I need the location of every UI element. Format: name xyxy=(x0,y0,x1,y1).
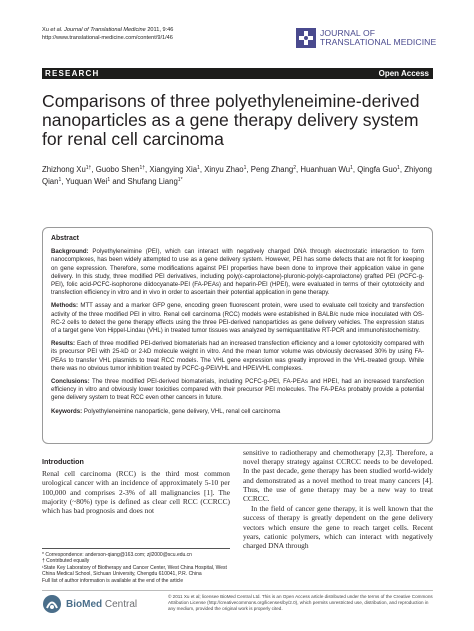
abstract-heading: Abstract xyxy=(51,235,79,242)
introduction-paragraph: Renal cell carcinoma (RCC) is the third most common urological cancer with an incidence of approximately 5-10 per 100,000 and comprises 2-3% of all malignancies [1]. The majority (~80%) type is defined as clear cell RCC (CCRCC) which has bad prognosis and does not xyxy=(42,469,230,516)
body-paragraph: sensitive to radiotherapy and chemotherapy [2,3]. Therefore, a novel therapy strategy against CCRCC needs to be developed. In the past decade, gene therapy has been studied world-widely and demonstrated as a novel method to treat many cancers [4]. Thus, the use of gene therapy may be a new way to treat CCRCC. xyxy=(243,448,433,504)
author-name[interactable]: Xiangying Xia xyxy=(149,165,198,174)
journal-logo[interactable] xyxy=(296,28,436,48)
author-name[interactable]: Peng Zhang xyxy=(250,165,294,174)
article-title: Comparisons of three polyethyleneimine-derived nanoparticles as a gene therapy delivery system for renal cell carcinoma xyxy=(42,91,420,149)
abstract-box xyxy=(42,227,433,444)
author-name[interactable]: Zhizhong Xu xyxy=(42,165,86,174)
abstract-results: Results: Each of three modified PEI-derived biomaterials had an increased transfection efficiency and a lower cytotoxicity compared with its precursor PEI with 25-kD or 2-kD molecule weight in vitro. And the mean tumor volume was obviously decreased 30% by using FA-PEAs to transfer VHL plasmids to treat RCC models. The VHL gene expression was greatly improved in the VHL-treated group. While there was no obvious tumor inhibition treated by PCFC-g-PEI/VHL and HPEI/VHL complexes. xyxy=(51,340,424,372)
author-info-note: Full list of author information is available at the end of the article xyxy=(42,577,184,584)
biomed-central-logo[interactable] xyxy=(42,594,137,614)
citation-header xyxy=(42,27,173,42)
author-name[interactable]: Xinyu Zhao xyxy=(204,165,244,174)
biomed-central-icon xyxy=(42,594,62,614)
author-name[interactable]: Zhiyong Qian xyxy=(42,165,432,186)
affiliation-note: ¹State Key Laboratory of Biotherapy and Cancer Center, West China Hospital, West China Medical School, Sichuan University, Chengdu 610041, P.R. China xyxy=(42,564,227,578)
correspondence-note[interactable]: * Correspondence: anderson-qiang@163.com; zjl2000@scu.edu.cn xyxy=(42,552,192,558)
author-affiliation-marker: 1 xyxy=(58,177,62,183)
body-right-column xyxy=(243,448,433,550)
author-name[interactable]: Yuquan Wei xyxy=(65,177,108,186)
body-left-column xyxy=(42,457,230,515)
citation-line-1: Xu et al. Journal of Translational Medicine 2011, 9:46 xyxy=(42,27,174,33)
abstract-conclusions: Conclusions: The three modified PEI-derived biomaterials, including PCFC-g-PEI, FA-PEAs and HPEI, had an increased transfection efficiency in vitro and obviously lower toxicities compared with their precursor PEI molecules. The FA-PEAs probably provide a potential gene delivery system to treat RCC even other cancers in future. xyxy=(51,378,424,402)
footnotes xyxy=(42,548,230,584)
journal-name: JOURNAL OF TRANSLATIONAL MEDICINE xyxy=(320,28,437,47)
abstract-background: Background: Polyethyleneimine (PEI), which can interact with negatively charged DNA through electrostatic interaction to form nanocomplexes, has been widely attempted to use as a gene delivery system. However, PEI has some defects that are not fit for keeping on gene expression. Therefore, some modifications against PEI properties have been done to improve their application value in gene delivery. In this study, three modified PEI derivatives, including poly(ε-caprolactone)-pluronic-poly(ε-caprolactone) grafted PEI (PCFC-g-PEI), folic acid-PCFC-isophorone diidocyanate-PEI (FA-PEAs) and heparin-PEI (HPEI), were evaluated in terms of their cytotoxicity and transfection efficiency in vitro and in vivo in order to ascertain their potential application in gene therapy. xyxy=(51,248,424,297)
biomed-central-wordmark: BioMed Central xyxy=(66,598,138,610)
author-affiliation-marker: 1 xyxy=(197,165,200,171)
author-name[interactable]: Huanhuan Wu xyxy=(300,165,351,174)
author-affiliation-marker: 2 xyxy=(293,165,297,171)
author-affiliation-marker: 1 xyxy=(397,165,400,171)
abstract-keywords: Keywords: Polyethyleneimine nanoparticle, gene delivery, VHL, renal cell carcinoma xyxy=(51,407,281,415)
author-affiliation-marker: 1 xyxy=(243,165,247,171)
author-affiliation-marker: 1 xyxy=(350,165,353,171)
author-name[interactable]: Shufang Liang xyxy=(127,177,178,186)
author-affiliation-marker: 1* xyxy=(177,177,183,183)
equal-contribution-note: † Contributed equally xyxy=(42,558,90,565)
author-name[interactable]: Qingfa Guo xyxy=(357,165,398,174)
author-name[interactable]: Guobo Shen xyxy=(95,165,140,174)
article-url[interactable]: http://www.translational-medicine.com/content/9/1/46 xyxy=(42,34,173,41)
author-affiliation-marker: 1† xyxy=(85,165,92,171)
article-type-bar xyxy=(42,68,433,79)
author-affiliation-marker: 1 xyxy=(107,177,111,183)
article-type-label: RESEARCH xyxy=(45,69,100,78)
body-paragraph: In the field of cancer gene therapy, it is well known that the success of therapy is greatly dependent on the gene delivery vectors which ensure the gene to reach target cells. Recent years, cationic polymers, which can interact with negatively charged DNA through xyxy=(243,504,433,551)
author-affiliation-marker: 1† xyxy=(139,165,146,171)
footer-divider xyxy=(42,590,433,591)
open-access-label: Open Access xyxy=(378,69,429,78)
abstract-methods: Methods: MTT assay and a marker GFP gene, encoding green fluorescent protein, were used to evaluate cell toxicity and transfection activity of the three modified PEI in vitro. Renal cell carcinoma (RCC) models were established in BALB/c nude mice inoculated with OS-RC-2 cells to detect the gene therapy effects using the three PEI-derived nanoparticles as gene delivery vehicles. The expression status of a target gene Von Hippel-Lindau (VHL) in treated tumor tissues was analyzed by semiquantitative RT-PCR and immunohistochemistry. xyxy=(51,302,424,335)
journal-badge-icon xyxy=(296,28,316,48)
author-list: Zhizhong $Xu^{1\dagger}$, Guobo Shen$^{1\dagger}$, Xiangying Xia$^1$, Xinyu Zhao$^1$, Peng Zhang$^2$, Huanhuan Wu$^1$, Qingfa Guo$^1$, Zhiyong Qian$^1$, Yuquan Wei$^1$ and Shufang Liang$^{1*}$ xyxy=(42,165,432,186)
introduction-heading: Introduction xyxy=(42,457,84,466)
license-text: © 2011 Xu et al; licensee BioMed Central Ltd. This is an Open Access article distributed under the terms of the Creative Commons Attribution License (http://creativecommons.org/licenses/by/2.0), which permits unrestricted use, distribution, and reproduction in any medium, provided the original work is properly cited. xyxy=(168,594,433,611)
